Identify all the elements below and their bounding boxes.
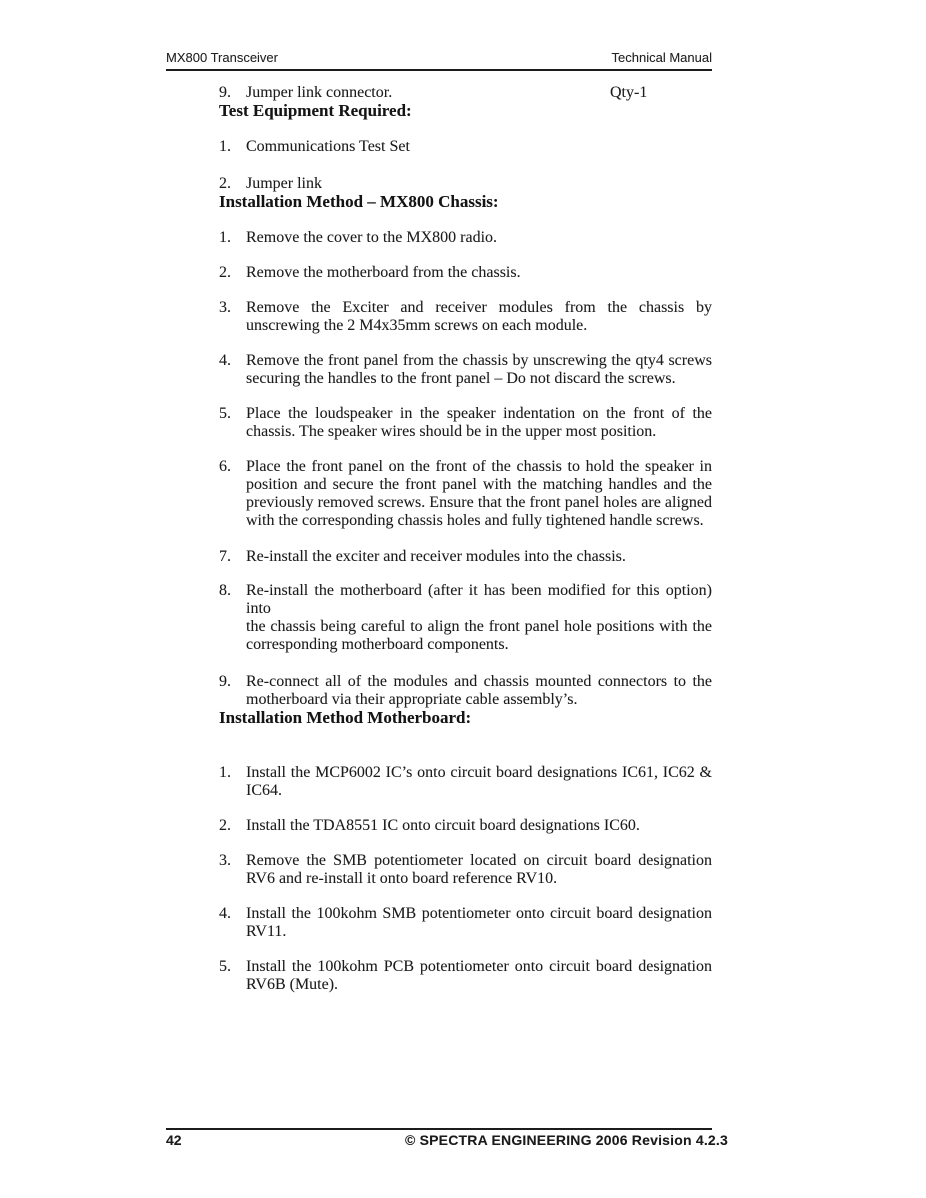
list-number: 1. [219, 229, 231, 246]
quantity-label: Qty-1 [610, 84, 648, 101]
list-text: Remove the motherboard from the chassis. [246, 264, 521, 281]
list-number: 4. [219, 905, 231, 922]
list-text: RV6B (Mute). [246, 976, 339, 993]
footer-copyright: © SPECTRA ENGINEERING 2006 Revision 4.2.3 [405, 1132, 728, 1148]
list-text: Jumper link connector. [246, 84, 393, 101]
list-item [219, 764, 712, 800]
list-number: 5. [219, 958, 231, 975]
list-number: 2. [219, 175, 231, 192]
list-text: Re-install the motherboard (after it has been modified for this option) into [246, 582, 712, 617]
list-text: position and secure the front panel with the matching handles and the [246, 476, 712, 493]
list-text: IC64. [246, 782, 282, 799]
list-item [219, 673, 712, 709]
page-body [219, 84, 712, 994]
list-text: Install the TDA8551 IC onto circuit board designations IC60. [246, 817, 640, 834]
list-text: corresponding motherboard components. [246, 636, 509, 653]
list-text: Communications Test Set [246, 138, 410, 155]
list-text: Remove the SMB potentiometer located on circuit board designation [246, 852, 712, 869]
header-manual-title: Technical Manual [611, 50, 712, 65]
list-text: Re-install the exciter and receiver modules into the chassis. [246, 548, 626, 565]
list-number: 9. [219, 673, 231, 690]
list-text: securing the handles to the front panel – Do not discard the screws. [246, 370, 676, 387]
list-text: RV6 and re-install it onto board reference RV10. [246, 870, 558, 887]
list-number: 1. [219, 138, 231, 155]
list-item [219, 905, 712, 941]
list-number: 8. [219, 582, 231, 599]
list-text: Install the 100kohm SMB potentiometer onto circuit board designation [246, 905, 712, 922]
list-item [219, 405, 712, 441]
list-text: previously removed screws. Ensure that the front panel holes are aligned [246, 494, 712, 511]
page-footer [166, 1128, 728, 1148]
list-number: 5. [219, 405, 231, 422]
list-item [219, 548, 712, 566]
list-item [219, 958, 712, 994]
list-number: 3. [219, 852, 231, 869]
list-item [219, 817, 712, 835]
list-text: Place the loudspeaker in the speaker indentation on the front of the [246, 405, 712, 422]
list-item [219, 175, 712, 193]
list-item [219, 299, 712, 335]
list-item [219, 852, 712, 888]
list-text: Remove the front panel from the chassis by unscrewing the qty4 screws [246, 352, 712, 369]
list-number: 2. [219, 817, 231, 834]
list-text: unscrewing the 2 M4x35mm screws on each module. [246, 317, 588, 334]
list-text: Jumper link [246, 175, 322, 192]
list-text: RV11. [246, 923, 287, 940]
list-item [219, 458, 712, 530]
list-number: 9. [219, 84, 231, 101]
list-text: the chassis being careful to align the front panel hole positions with the [246, 618, 712, 635]
list-text: motherboard via their appropriate cable assembly’s. [246, 691, 578, 708]
list-item [219, 229, 712, 247]
list-number: 6. [219, 458, 231, 475]
list-item [219, 582, 712, 654]
section-heading-motherboard: Installation Method Motherboard: [219, 708, 472, 727]
list-text: Remove the Exciter and receiver modules from the chassis by [246, 299, 712, 316]
list-text: chassis. The speaker wires should be in the upper most position. [246, 423, 657, 440]
list-text: Install the 100kohm PCB potentiometer onto circuit board designation [246, 958, 712, 975]
list-text: Place the front panel on the front of the chassis to hold the speaker in [246, 458, 712, 475]
page-header [166, 51, 712, 71]
list-item [219, 138, 712, 156]
list-item-jumper-link-connector [219, 84, 712, 102]
list-item [219, 264, 712, 282]
list-number: 3. [219, 299, 231, 316]
list-text: with the corresponding chassis holes and fully tightened handle screws. [246, 512, 704, 529]
list-number: 4. [219, 352, 231, 369]
list-number: 2. [219, 264, 231, 281]
list-number: 1. [219, 764, 231, 781]
list-number: 7. [219, 548, 231, 565]
list-text: Install the MCP6002 IC’s onto circuit board designations IC61, IC62 & [246, 764, 712, 781]
list-text: Re-connect all of the modules and chassis mounted connectors to the [246, 673, 712, 690]
section-heading-test-equipment: Test Equipment Required: [219, 101, 412, 120]
section-heading-chassis: Installation Method – MX800 Chassis: [219, 192, 499, 211]
header-doc-title: MX800 Transceiver [166, 50, 278, 65]
list-item [219, 352, 712, 388]
list-text: Remove the cover to the MX800 radio. [246, 229, 498, 246]
page-number: 42 [166, 1132, 182, 1148]
